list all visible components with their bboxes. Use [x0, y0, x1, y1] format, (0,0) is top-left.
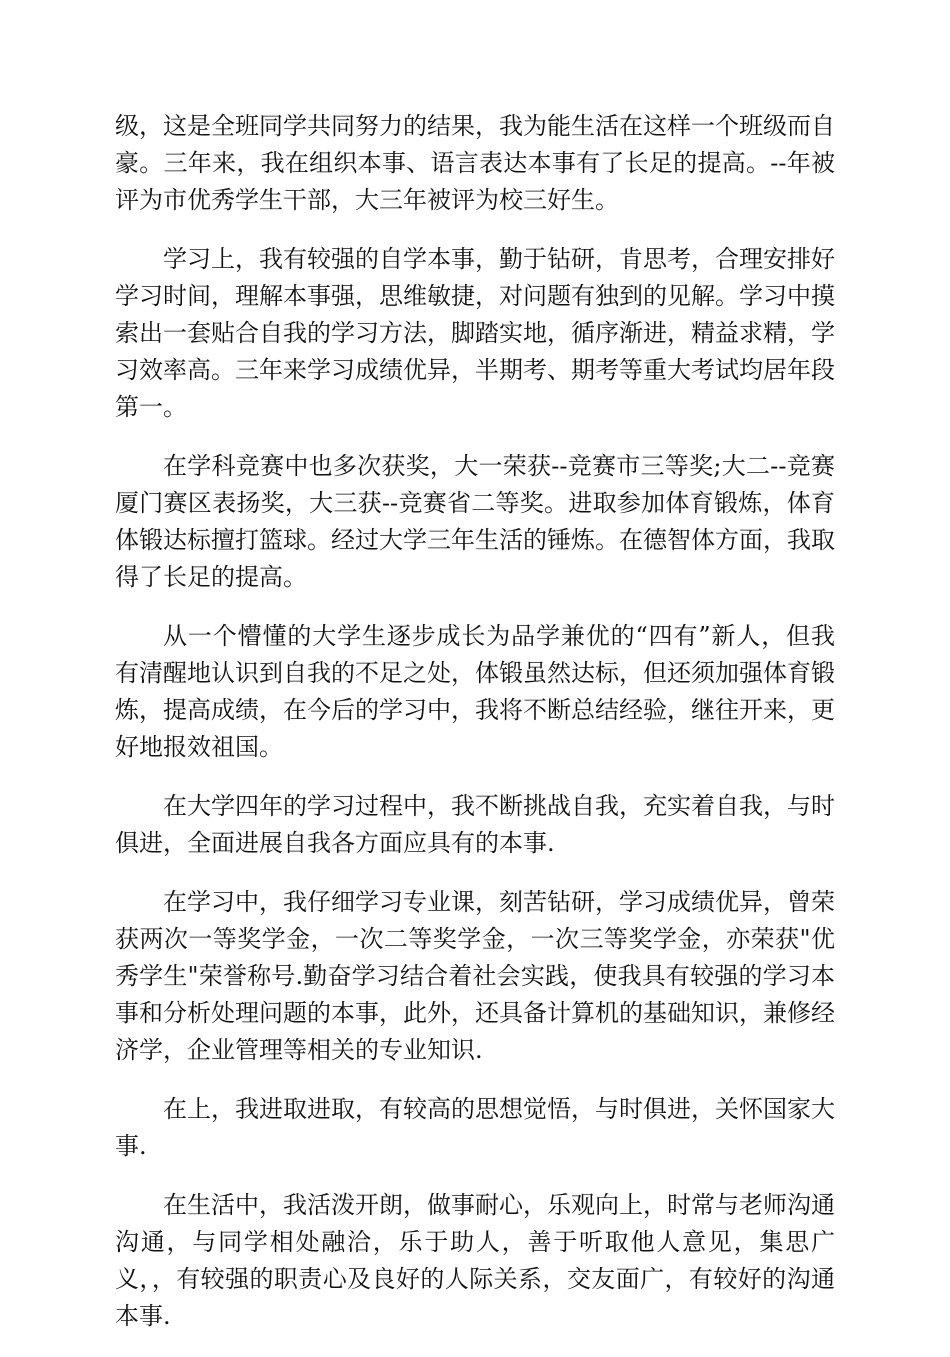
paragraph-5: 在大学四年的学习过程中，我不断挑战自我，充实着自我，与时俱进，全面进展自我各方面应具有的本事. — [115, 792, 835, 857]
paragraph-7: 在上，我进取进取，有较高的思想觉悟，与时俱进，关怀国家大事. — [115, 1095, 835, 1160]
paragraph-2: 学习上，我有较强的自学本事，勤于钻研，肯思考，合理安排好学习时间，理解本事强，思维敏捷，对问题有独到的见解。学习中摸索出一套贴合自我的学习方法，脚踏实地，循序渐进，精益求精，学习效率高。三年来学习成绩优异，半期考、期考等重大考试均居年段第一。 — [115, 245, 835, 421]
paragraph-8: 在生活中，我活泼开朗，做事耐心，乐观向上，时常与老师沟通沟通，与同学相处融洽，乐于助人，善于听取他人意见，集思广义，，有较强的职责心及良好的人际关系，交友面广，有较好的沟通本事. — [115, 1191, 835, 1330]
paragraph-6: 在学习中，我仔细学习专业课，刻苦钻研，学习成绩优异，曾荣获两次一等奖学金，一次二等奖学金，一次三等奖学金，亦荣获"优秀学生"荣誉称号.勤奋学习结合着社会实践，使我具有较强的学习本事和分析处理问题的本事，此外，还具备计算机的基础知识，兼修经济学，企业管理等相关的专业知识. — [115, 888, 835, 1064]
document-body — [115, 108, 835, 1357]
paragraph-4: 从一个懵懂的大学生逐步成长为品学兼优的“四有”新人，但我有清醒地认识到自我的不足之处，体锻虽然达标，但还须加强体育锻炼，提高成绩，在今后的学习中，我将不断总结经验，继往开来，更好地报效祖国。 — [115, 622, 835, 761]
paragraph-3: 在学科竞赛中也多次获奖，大一荣获--竞赛市三等奖;大二--竞赛厦门赛区表扬奖，大三获--竞赛省二等奖。进取参加体育锻炼，体育体锻达标擅打篮球。经过大学三年生活的锤炼。在德智体方面，我取得了长足的提高。 — [115, 452, 835, 591]
paragraph-1: 级，这是全班同学共同努力的结果，我为能生活在这样一个班级而自豪。三年来，我在组织本事、语言表达本事有了长足的提高。--年被评为市优秀学生干部，大三年被评为校三好生。 — [115, 112, 835, 214]
